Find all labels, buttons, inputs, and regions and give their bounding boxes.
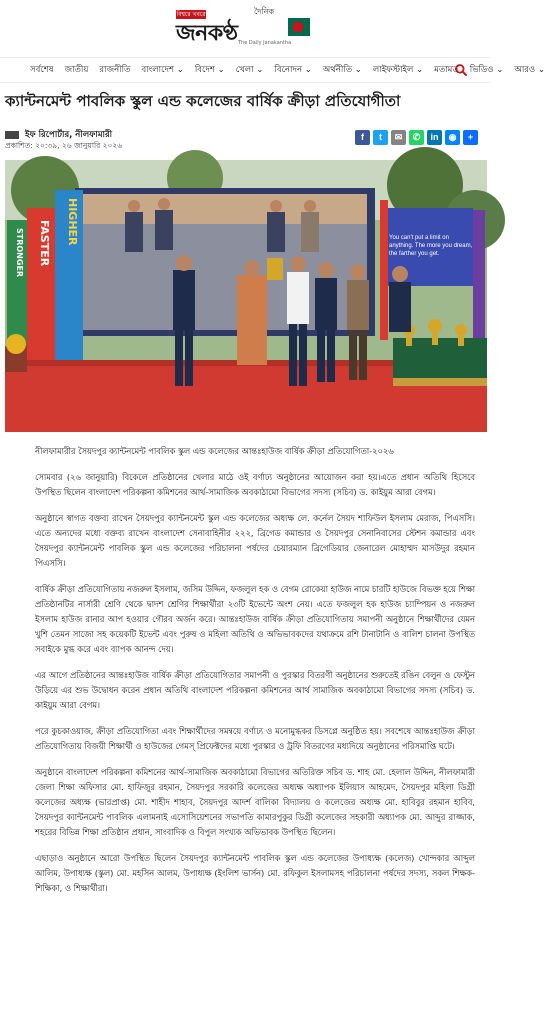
- share-plus-icon[interactable]: +: [463, 130, 478, 145]
- main-nav: [0, 57, 545, 83]
- logo-subtitle: The Daily Janakantha: [238, 40, 292, 46]
- nav-item-label: খেলা: [235, 65, 254, 75]
- chevron-down-icon: ⌄: [176, 65, 184, 75]
- nav-item-national[interactable]: জাতীয়: [64, 65, 89, 75]
- banner-text-higher: HIGHER: [66, 198, 79, 246]
- chevron-down-icon: ⌄: [256, 65, 264, 75]
- nav-item-video[interactable]: [470, 63, 504, 77]
- whatsapp-icon[interactable]: ✆: [409, 130, 424, 145]
- messenger-icon[interactable]: ◉: [445, 130, 460, 145]
- linkedin-icon[interactable]: in: [427, 130, 442, 145]
- site-logo[interactable]: [176, 6, 316, 46]
- article-paragraph: নীলফামারীর সৈয়দপুর ক্যান্টনমেন্ট পাবলিক স্কুল এন্ড কলেজের আন্তঃহাউজ বার্ষিক ক্রীড়া প্রতিযোগিতা-২০২৬: [35, 446, 394, 456]
- chevron-down-icon: ⌄: [354, 65, 362, 75]
- chevron-down-icon: ⌄: [304, 65, 312, 75]
- byline: [5, 128, 112, 142]
- article-body: [35, 444, 475, 907]
- nav-item-opinion[interactable]: মতামত: [434, 65, 459, 75]
- banner-text-faster: FASTER: [38, 220, 51, 267]
- article-headline: ক্যান্টনমেন্ট পাবলিক স্কুল এন্ড কলেজের বার্ষিক ক্রীড়া প্রতিযোগীতা: [5, 92, 401, 110]
- chevron-down-icon: ⌄: [416, 65, 424, 75]
- article-paragraph: অনুষ্ঠানে বাংলাদেশ পরিকল্পনা কমিশনের আর্থ-সামাজিক অবকাঠামো বিভাগের অতিরিক্ত সচিব ড. শাহ মো. হেলাল উদ্দিন, নীলফামারী জেলা শিক্ষা অফিসার মো. হাফিজুর রহমান, সৈয়দপুর সরকারি কলেজের অধ্যক্ষ অধ্যাপক ইলিয়াস আহমেদ, সৈয়দপুর মহিলা ডিগ্রী কলেজের অধ্যক্ষ (ভারপ্রাপ্ত) মো. শাহীদ শাহাব, সৈয়দপুর আদর্শ বালিকা বিদ্যালয় ও কলেজের অধ্যক্ষ মো. হাবিবুর রহমান হাবিব, সৈয়দপুর ক্যান্টনমেন্ট পাবলিক এলামনাই এসোসিয়েশনের সভাপতি কামারপুকুর ডিগ্রী কলেজের সহকারী অধ্যাপক মো. আব্দুর রাজ্জাক, শহরের বিভিন্ন শিক্ষা প্রতিষ্ঠান প্রধান, সাংবাদিক ও বিপুল সংখ্যক অভিভাবক উপস্থিত ছিলেন।: [35, 767, 475, 837]
- nav-item-entertainment[interactable]: [274, 63, 311, 77]
- facebook-icon[interactable]: f: [355, 130, 370, 145]
- nav-item-label: লাইফস্টাইল: [372, 65, 414, 75]
- logo-tag: বিশ্বরে খবরে: [176, 11, 206, 18]
- article-paragraph: অনুষ্ঠানে স্বাগত বক্তব্য রাখেন সৈয়দপুর ক্যান্টনমেন্ট স্কুল এন্ড কলেজের অধ্যক্ষ লে. কর্নেল সৈয়দ শাফিউল ইসলাম মেরাজ, পিএসসি। এতে অন্যদের মধ্যে বক্তব্য রাখেন বাংলাদেশ সেনাবাহিনীর ২২২, ব্রিগেড কমান্ডার ও সৈয়দপুর সেনানিবাসের স্টেশন কমান্ডার এবং সৈয়দপুর ক্যান্টনমেন্ট পাবলিক স্কুল এন্ড কলেজের পরিচালনা পর্ষদের চেয়ারম্যান ব্রিগেডিয়ার জেনারেল মোহাম্মদ মাসউদুর রহমান পিএসসি।: [35, 513, 475, 568]
- nav-item-label: ভিডিও: [469, 65, 494, 75]
- flag-icon: [288, 18, 310, 36]
- nav-item-abroad[interactable]: [195, 63, 225, 77]
- reporter-icon: [5, 131, 19, 139]
- article-photo: [5, 160, 487, 432]
- publish-date: প্রকাশিত: ২০:৩৯, ২৬ জানুয়ারি ২০২৬: [5, 141, 123, 150]
- nav-item-label: বিনোদন: [274, 65, 303, 75]
- nav-item-latest[interactable]: সর্বশেষ: [30, 65, 54, 75]
- twitter-icon[interactable]: t: [373, 130, 388, 145]
- article-paragraph: পরে কুচকাওয়াজ, ক্রীড়া প্রতিযোগিতা এবং শিক্ষার্থীদের সমন্বয়ে বর্ণাঢ্য ও মনোমুগ্ধকর ডিসপ্লে অনুষ্ঠিত হয়। সবশেষে আন্তঃহাউজ ক্রীড়া প্রতিযোগিতায় বিজয়ী শিক্ষার্থী ও হাউজের গেমস্ প্রিফেক্টদের মধ্যে পুরস্কার ও ট্রফি বিতরণের মধ্যদিয়ে অনুষ্ঠানের পরিসমাপ্তি ঘটে।: [35, 726, 475, 751]
- article-paragraph: সোমবার (২৬ জানুয়ারি) বিকেলে প্রতিষ্ঠানের খেলার মাঠে ওই বর্ণাঢ্য অনুষ্ঠানের আয়োজন করা হয়।এতে প্রধান অতিথি হিসেবে উপস্থিত ছিলেন বাংলাদেশ পরিকল্পনা কমিশনের আর্থ-সামাজিক অবকাঠামো বিভাগের সদস্য (সচিব) ড. কাইয়ুম আরা বেগম।: [35, 472, 475, 497]
- article-paragraph: এছাড়াও অনুষ্ঠানে আরো উপস্থিত ছিলেন সৈয়দপুর ক্যান্টনমেন্ট পাবলিক স্কুল এন্ড কলেজের উপাধ্যক্ষ (কলেজ) খোন্দকার আব্দুল আলিম, উপাধ্যক্ষ (স্কুল) মো. মহসিন আলম, উপাধ্যক্ষ (ইংলিশ ভার্সন) মো. রফিকুল ইসলামসহ পরিচালনা পর্ষদের সদস্য, সকল শিক্ষক-শিক্ষিকা, ও শিক্ষার্থীরা।: [35, 853, 475, 893]
- byline-text[interactable]: ইফ রিপোর্টার, নীলফামারী: [25, 130, 113, 140]
- nav-item-more[interactable]: [514, 63, 545, 77]
- logo-kicker: দৈনিক: [254, 7, 275, 16]
- masthead: [0, 0, 490, 52]
- banner-quote-text: You can't put a limit on anything. The more you dream, the farther you get.: [389, 235, 473, 257]
- chevron-down-icon: ⌄: [217, 65, 225, 75]
- chevron-down-icon: ⌄: [496, 65, 504, 75]
- share-bar: [355, 130, 481, 145]
- logo-wordmark: জনকণ্ঠ: [176, 20, 238, 46]
- nav-item-label: বিদেশ: [194, 65, 215, 75]
- search-icon[interactable]: [454, 63, 468, 77]
- nav-item-label: বাংলাদেশ: [141, 65, 175, 75]
- banner-text-stronger: STRONGER: [15, 228, 24, 278]
- nav-item-label: আরও: [514, 65, 536, 75]
- nav-item-label: অর্থনীতি: [322, 65, 353, 75]
- article-paragraph: এর আগে প্রতিষ্ঠানের আন্তঃহাউজ বার্ষিক ক্রীড়া প্রতিযোগিতার সমাপনী ও পুরস্কার বিতরণী অনুষ্ঠানের শুরুতেই রঙিন বেলুন ও ফেস্টুন উড়িয়ে এর শুভ উদ্বোধন করেন প্রধান অতিথি বাংলাদেশ পরিকল্পনা কমিশনের আর্থ সামাজিক অবকাঠামো বিভাগের সদস্য (সচিব) ড. কাইয়ুম আরা বেগম।: [35, 670, 475, 710]
- nav-item-bangladesh[interactable]: [141, 63, 183, 77]
- nav-item-economy[interactable]: [323, 63, 362, 77]
- email-icon[interactable]: ✉: [391, 130, 406, 145]
- article-paragraph: বার্ষিক ক্রীড়া প্রতিযোগিতায় নজরুল ইসলাম, জসিম উদ্দিন, ফজলুল হক ও বেগম রোকেয়া হাউজ নামে চারটি হাউজে বিভক্ত হয়ে শিক্ষা প্রতিষ্ঠানটির নার্সারী শ্রেণি থেকে দ্বাদশ শ্রেণির শিক্ষার্থীরা ২৩টি ইভেন্টে অংশ নেয়। এতে ফজলুল হক হাউজ চ্যাম্পিয়ন ও নজরুল ইসলাম হাউজ রানার আপ হওয়ার গৌরব অর্জন করে। আন্তঃহাউজ বার্ষিক ক্রীড়া প্রতিযোগিতায় সমাপনী অনুষ্ঠানে শিক্ষার্থীদের যেমন খুশি তেমন সাজো সহ কয়েকটি ইভেন্ট এবং পুরুষ ও মহিলা অতিথি ও অভিভাবকদের যথাক্রমে রশি টানাটানি ও বালিশ চালনা উপস্থিত সবাইকে মুগ্ধ করে এবং ব্যাপক আনন্দ দেয়।: [35, 584, 475, 654]
- nav-list: [0, 58, 545, 82]
- award-ceremony-photo: [5, 160, 487, 432]
- chevron-down-icon: ⌄: [537, 65, 545, 75]
- nav-item-politics[interactable]: রাজনীতি: [99, 65, 131, 75]
- nav-item-lifestyle[interactable]: [373, 63, 423, 77]
- nav-item-sports[interactable]: [236, 63, 264, 77]
